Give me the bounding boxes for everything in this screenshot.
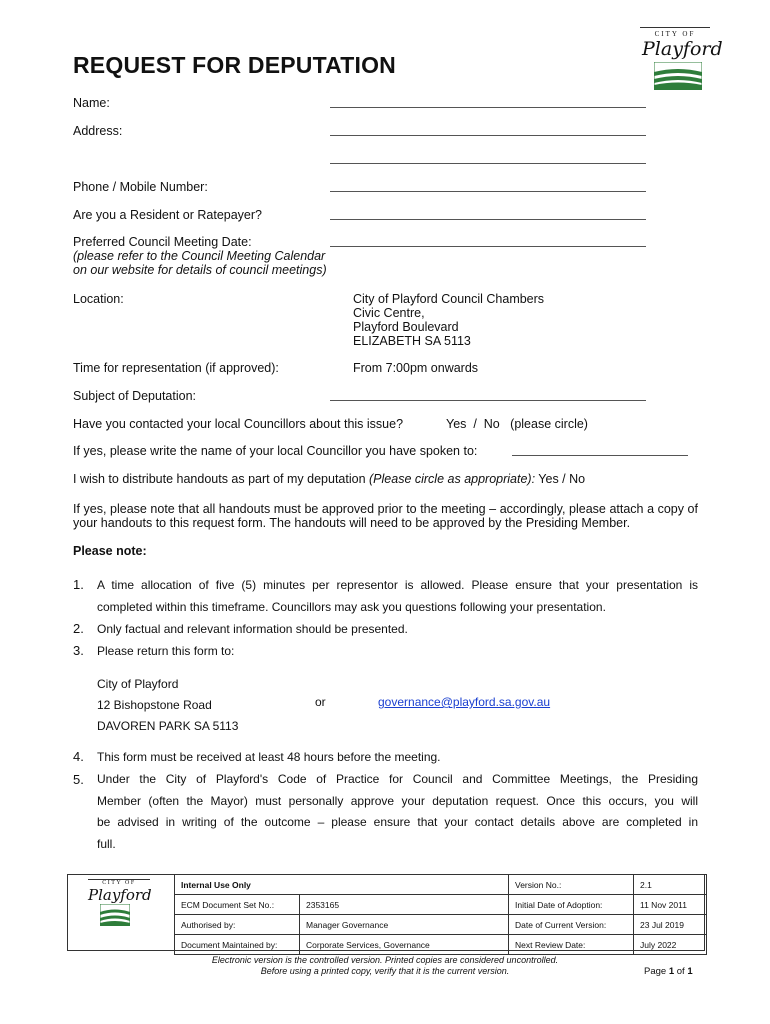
- address-field-1[interactable]: [330, 135, 646, 136]
- page-of: of: [674, 966, 688, 977]
- handouts-note: If yes, please note that all handouts must be approved prior to the meeting – accordingly, please attach a copy of your handouts to this request form. The handouts will need to be approved by the Presiding Member.: [73, 502, 698, 530]
- please-note-heading: Please note:: [73, 544, 147, 558]
- table-logo-hills-icon: [100, 904, 130, 926]
- return-address: [97, 674, 238, 737]
- note-5: [73, 769, 698, 855]
- note-line: Please return this form to:: [97, 644, 235, 658]
- note-4: [73, 746, 698, 768]
- note-number: 3.: [73, 643, 84, 658]
- table-row: [175, 935, 707, 955]
- table-cell: Corporate Services, Governance: [300, 935, 509, 955]
- internal-header: Internal Use Only: [175, 875, 509, 895]
- table-logo: [88, 879, 158, 931]
- table-logo-name: Playford: [88, 886, 152, 904]
- note-line: be advised in writing of the outcome – please ensure that your contact details above are completed in: [97, 815, 698, 829]
- table-cell: Next Review Date:: [509, 935, 634, 955]
- address-line: City of Playford: [97, 677, 179, 691]
- location-line: City of Playford Council Chambers: [353, 292, 545, 306]
- location-value: [353, 292, 544, 348]
- footer-line-1: Electronic version is the controlled version. Printed copies are considered uncontrolled.: [211, 955, 559, 965]
- address-label: Address:: [73, 124, 123, 138]
- contacted-label: Have you contacted your local Councillors about this issue?: [73, 417, 404, 431]
- note-line: Member (often the Mayor) must personally approve your deputation request. Once this occurs, you will: [97, 793, 698, 808]
- table-cell: 2353165: [300, 895, 509, 915]
- resident-field[interactable]: [330, 219, 646, 220]
- meeting-date-field[interactable]: [330, 246, 646, 247]
- note-number: 1.: [73, 577, 84, 592]
- note-line: completed within this timeframe. Councillors may ask you questions following your presentation.: [97, 600, 606, 614]
- page-number: [644, 966, 693, 977]
- page-total: 1: [687, 966, 693, 977]
- table-row: [175, 915, 707, 935]
- note-line: A time allocation of five (5) minutes per representor is allowed. Please ensure that your presentation is: [97, 578, 698, 592]
- address-field-2[interactable]: [330, 163, 646, 164]
- table-row: [175, 895, 707, 915]
- page-current: 1: [668, 966, 675, 977]
- location-label: Location:: [73, 292, 124, 306]
- subject-label: Subject of Deputation:: [73, 389, 196, 403]
- name-field[interactable]: [330, 107, 646, 108]
- version-value: 2.1: [634, 875, 707, 895]
- handouts-line: [73, 472, 585, 486]
- note-number: 5.: [73, 772, 84, 787]
- logo-hills-icon: [654, 62, 702, 90]
- internal-table: [174, 874, 707, 955]
- city-logo: [640, 27, 723, 107]
- councillor-field[interactable]: [512, 455, 688, 456]
- address-line: DAVOREN PARK SA 5113: [97, 719, 239, 733]
- table-cell: Authorised by:: [175, 915, 300, 935]
- email-link[interactable]: governance@playford.sa.gov.au: [378, 695, 551, 709]
- handouts-options[interactable]: Yes / No: [535, 472, 586, 486]
- location-line: ELIZABETH SA 5113: [353, 334, 471, 348]
- page-label: Page: [644, 966, 669, 977]
- note-2: [73, 618, 698, 640]
- internal-use-box: [67, 874, 705, 951]
- table-logo-city-of: CITY OF: [102, 880, 136, 886]
- note-line: This form must be received at least 48 hours before the meeting.: [97, 750, 441, 764]
- name-label: Name:: [73, 96, 110, 110]
- logo-name: Playford: [642, 38, 723, 60]
- note-1: [73, 574, 698, 618]
- meeting-note-1: (please refer to the Council Meeting Calendar: [73, 249, 326, 263]
- councillor-label: If yes, please write the name of your local Councillor you have spoken to:: [73, 444, 478, 458]
- note-line: Only factual and relevant information should be presented.: [97, 622, 408, 636]
- or-text: or: [315, 695, 326, 709]
- location-line: Playford Boulevard: [353, 320, 459, 334]
- handouts-instruction: (Please circle as appropriate):: [369, 472, 536, 486]
- version-label: Version No.:: [509, 875, 634, 895]
- footer-line-2: Before using a printed copy, verify that it is the current version.: [260, 966, 510, 976]
- time-value: From 7:00pm onwards: [353, 361, 479, 375]
- phone-field[interactable]: [330, 191, 646, 192]
- meeting-date-label: Preferred Council Meeting Date:: [73, 235, 252, 249]
- page-title: REQUEST FOR DEPUTATION: [73, 52, 396, 78]
- handouts-text: I wish to distribute handouts as part of my deputation: [73, 472, 370, 486]
- table-cell: Initial Date of Adoption:: [509, 895, 634, 915]
- note-number: 2.: [73, 621, 84, 636]
- table-cell: Manager Governance: [300, 915, 509, 935]
- subject-field[interactable]: [330, 400, 646, 401]
- contacted-options[interactable]: Yes / No (please circle): [446, 417, 588, 431]
- table-cell: 23 Jul 2019: [634, 915, 707, 935]
- note-line: full.: [97, 836, 116, 851]
- table-cell: ECM Document Set No.:: [175, 895, 300, 915]
- note-number: 4.: [73, 749, 84, 764]
- phone-label: Phone / Mobile Number:: [73, 180, 208, 194]
- logo-city-of: CITY OF: [654, 30, 696, 38]
- location-line: Civic Centre,: [353, 306, 425, 320]
- address-line: 12 Bishopstone Road: [97, 698, 212, 712]
- resident-label: Are you a Resident or Ratepayer?: [73, 208, 262, 222]
- meeting-note-2: on our website for details of council meetings): [73, 263, 327, 277]
- table-cell: July 2022: [634, 935, 707, 955]
- table-cell: 11 Nov 2011: [634, 895, 707, 915]
- table-cell: Date of Current Version:: [509, 915, 634, 935]
- note-3: [73, 640, 698, 662]
- note-line: Under the City of Playford's Code of Practice for Council and Committee Meetings, the Presiding: [97, 772, 698, 786]
- time-label: Time for representation (if approved):: [73, 361, 279, 375]
- table-cell: Document Maintained by:: [175, 935, 300, 955]
